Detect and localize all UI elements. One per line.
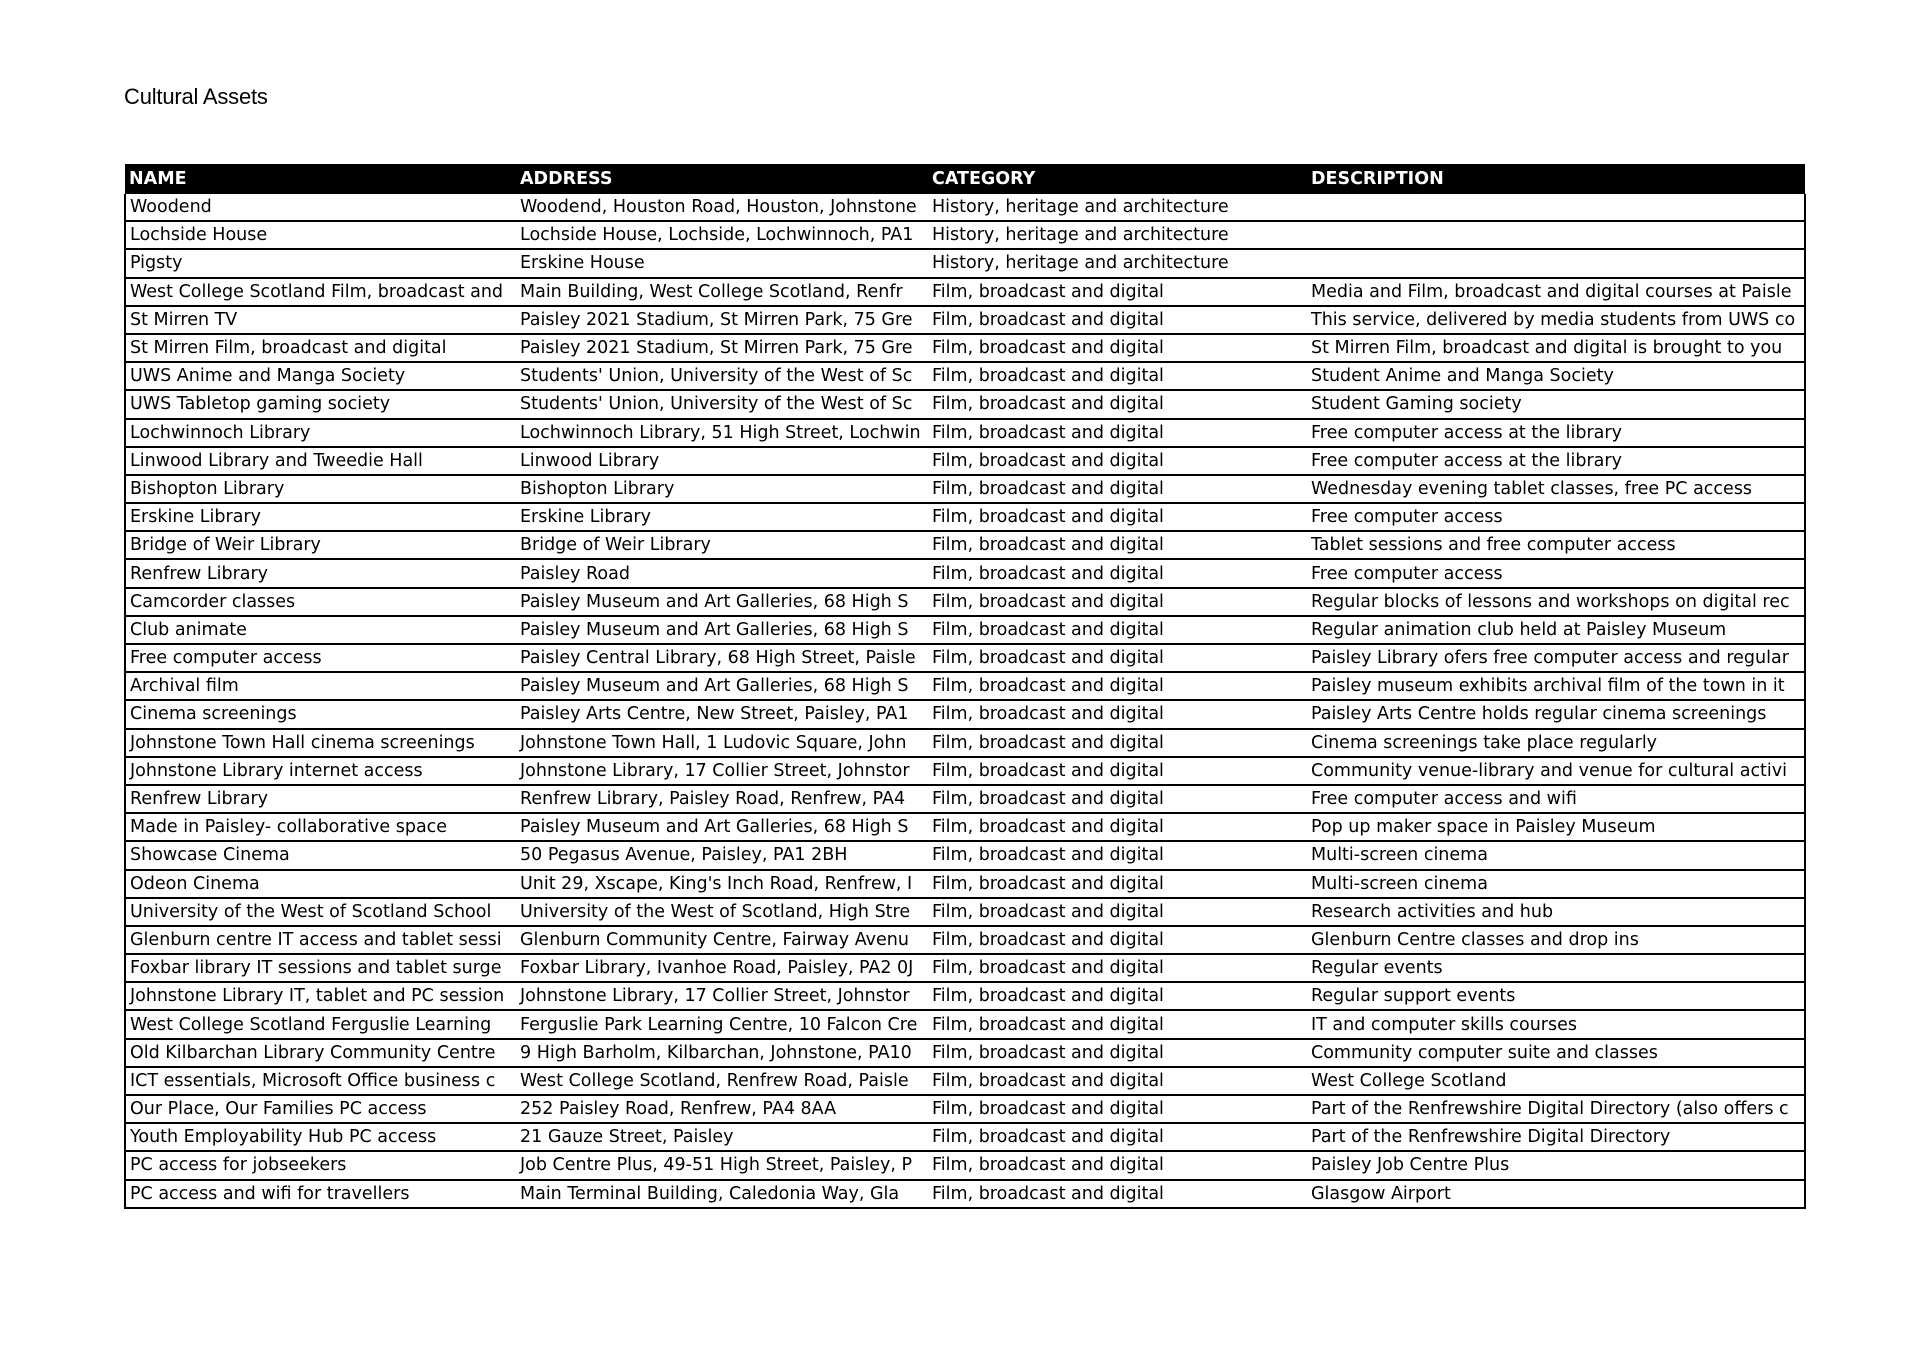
cell-name: Made in Paisley- collaborative space (125, 813, 516, 841)
cell-category: Film, broadcast and digital (928, 1180, 1307, 1208)
cell-category: Film, broadcast and digital (928, 1151, 1307, 1179)
table-row (125, 813, 1805, 841)
cell-name: St Mirren TV (125, 306, 516, 334)
cell-address: 50 Pegasus Avenue, Paisley, PA1 2BH (516, 841, 928, 869)
cell-name: ICT essentials, Microsoft Office business c (125, 1067, 516, 1095)
cell-category: History, heritage and architecture (928, 221, 1307, 249)
cell-address: Woodend, Houston Road, Houston, Johnstone (516, 194, 928, 221)
table-row (125, 700, 1805, 728)
table-row (125, 588, 1805, 616)
table-row (125, 194, 1805, 221)
column-header-category: CATEGORY (928, 164, 1307, 194)
cell-address: 252 Paisley Road, Renfrew, PA4 8AA (516, 1095, 928, 1123)
cell-description: St Mirren Film, broadcast and digital is brought to you (1307, 334, 1805, 362)
cell-description: Research activities and hub (1307, 898, 1805, 926)
table-row (125, 278, 1805, 306)
table-row (125, 221, 1805, 249)
cell-category: Film, broadcast and digital (928, 447, 1307, 475)
cell-description: Community venue-library and venue for cultural activi (1307, 757, 1805, 785)
cell-address: Johnstone Town Hall, 1 Ludovic Square, John (516, 729, 928, 757)
cell-category: Film, broadcast and digital (928, 503, 1307, 531)
cell-address: 9 High Barholm, Kilbarchan, Johnstone, PA10 (516, 1039, 928, 1067)
cell-description: Community computer suite and classes (1307, 1039, 1805, 1067)
cell-address: Bridge of Weir Library (516, 531, 928, 559)
cell-description: Part of the Renfrewshire Digital Directory (also offers c (1307, 1095, 1805, 1123)
cell-name: Pigsty (125, 249, 516, 277)
cell-category: Film, broadcast and digital (928, 616, 1307, 644)
cell-address: Renfrew Library, Paisley Road, Renfrew, PA4 (516, 785, 928, 813)
cell-name: West College Scotland Film, broadcast and (125, 278, 516, 306)
cell-name: Johnstone Library IT, tablet and PC session (125, 982, 516, 1010)
cell-category: Film, broadcast and digital (928, 334, 1307, 362)
cell-category: Film, broadcast and digital (928, 870, 1307, 898)
cell-category: Film, broadcast and digital (928, 278, 1307, 306)
cell-name: Free computer access (125, 644, 516, 672)
cell-address: Main Building, West College Scotland, Renfr (516, 278, 928, 306)
cell-address: West College Scotland, Renfrew Road, Paisle (516, 1067, 928, 1095)
table-row (125, 841, 1805, 869)
cell-description: Paisley Job Centre Plus (1307, 1151, 1805, 1179)
cell-name: Glenburn centre IT access and tablet sessi (125, 926, 516, 954)
cell-category: Film, broadcast and digital (928, 729, 1307, 757)
cell-description: Paisley museum exhibits archival film of the town in it (1307, 672, 1805, 700)
cell-address: Paisley Museum and Art Galleries, 68 High S (516, 813, 928, 841)
cell-name: St Mirren Film, broadcast and digital (125, 334, 516, 362)
cell-description: Part of the Renfrewshire Digital Directory (1307, 1123, 1805, 1151)
cell-name: Showcase Cinema (125, 841, 516, 869)
table-row (125, 926, 1805, 954)
table-row (125, 1067, 1805, 1095)
cell-description: Regular support events (1307, 982, 1805, 1010)
cell-description: Media and Film, broadcast and digital courses at Paisle (1307, 278, 1805, 306)
cell-address: Glenburn Community Centre, Fairway Avenu (516, 926, 928, 954)
cell-name: Renfrew Library (125, 785, 516, 813)
cell-category: Film, broadcast and digital (928, 757, 1307, 785)
cell-address: Ferguslie Park Learning Centre, 10 Falcon Cre (516, 1010, 928, 1038)
cell-address: Paisley Museum and Art Galleries, 68 High S (516, 616, 928, 644)
cell-name: Youth Employability Hub PC access (125, 1123, 516, 1151)
table-row (125, 306, 1805, 334)
table-row (125, 390, 1805, 418)
cell-address: Paisley 2021 Stadium, St Mirren Park, 75 Gre (516, 306, 928, 334)
cell-description: Cinema screenings take place regularly (1307, 729, 1805, 757)
cell-name: Foxbar library IT sessions and tablet surge (125, 954, 516, 982)
cell-category: Film, broadcast and digital (928, 841, 1307, 869)
cell-address: Lochside House, Lochside, Lochwinnoch, PA1 (516, 221, 928, 249)
cell-name: Bishopton Library (125, 475, 516, 503)
cell-category: Film, broadcast and digital (928, 390, 1307, 418)
table-row (125, 982, 1805, 1010)
cell-address: Job Centre Plus, 49-51 High Street, Paisley, P (516, 1151, 928, 1179)
cell-category: Film, broadcast and digital (928, 672, 1307, 700)
cell-description (1307, 221, 1805, 249)
cell-description: Wednesday evening tablet classes, free PC access (1307, 475, 1805, 503)
cell-description (1307, 249, 1805, 277)
table-row (125, 616, 1805, 644)
page-title: Cultural Assets (124, 84, 268, 109)
cell-name: PC access and wifi for travellers (125, 1180, 516, 1208)
column-header-description: DESCRIPTION (1307, 164, 1805, 194)
table-row (125, 672, 1805, 700)
cell-name: Camcorder classes (125, 588, 516, 616)
table-row (125, 334, 1805, 362)
cell-name: UWS Anime and Manga Society (125, 362, 516, 390)
cell-description: Glasgow Airport (1307, 1180, 1805, 1208)
cell-address: Linwood Library (516, 447, 928, 475)
table-row (125, 644, 1805, 672)
cell-description: Student Anime and Manga Society (1307, 362, 1805, 390)
cell-address: Paisley Museum and Art Galleries, 68 High S (516, 588, 928, 616)
cell-description: Student Gaming society (1307, 390, 1805, 418)
table-row (125, 1123, 1805, 1151)
cell-description (1307, 194, 1805, 221)
cultural-assets-table (124, 164, 1806, 1209)
cell-description: This service, delivered by media students from UWS co (1307, 306, 1805, 334)
cell-name: Cinema screenings (125, 700, 516, 728)
cell-name: Lochwinnoch Library (125, 419, 516, 447)
cell-description: Tablet sessions and free computer access (1307, 531, 1805, 559)
table-row (125, 898, 1805, 926)
cell-address: Paisley Road (516, 559, 928, 587)
cell-address: Erskine House (516, 249, 928, 277)
cell-address: Foxbar Library, Ivanhoe Road, Paisley, PA2 0J (516, 954, 928, 982)
cell-category: Film, broadcast and digital (928, 588, 1307, 616)
cell-name: Our Place, Our Families PC access (125, 1095, 516, 1123)
table-row (125, 870, 1805, 898)
cell-description: Paisley Library ofers free computer access and regular (1307, 644, 1805, 672)
cell-name: PC access for jobseekers (125, 1151, 516, 1179)
cell-category: Film, broadcast and digital (928, 700, 1307, 728)
cell-category: Film, broadcast and digital (928, 785, 1307, 813)
cell-description: Pop up maker space in Paisley Museum (1307, 813, 1805, 841)
cell-address: Paisley Museum and Art Galleries, 68 High S (516, 672, 928, 700)
cell-description: Multi-screen cinema (1307, 841, 1805, 869)
cell-category: Film, broadcast and digital (928, 559, 1307, 587)
cell-category: Film, broadcast and digital (928, 813, 1307, 841)
cell-name: West College Scotland Ferguslie Learning (125, 1010, 516, 1038)
cell-description: Free computer access at the library (1307, 419, 1805, 447)
cell-category: Film, broadcast and digital (928, 982, 1307, 1010)
cell-category: History, heritage and architecture (928, 249, 1307, 277)
cell-name: Archival film (125, 672, 516, 700)
cell-address: 21 Gauze Street, Paisley (516, 1123, 928, 1151)
cell-category: Film, broadcast and digital (928, 1067, 1307, 1095)
table-row (125, 447, 1805, 475)
cell-name: Old Kilbarchan Library Community Centre (125, 1039, 516, 1067)
cell-category: Film, broadcast and digital (928, 475, 1307, 503)
table-row (125, 531, 1805, 559)
cell-address: Johnstone Library, 17 Collier Street, Johnstor (516, 757, 928, 785)
cell-category: Film, broadcast and digital (928, 1039, 1307, 1067)
header-row (125, 164, 1805, 194)
cell-address: Johnstone Library, 17 Collier Street, Johnstor (516, 982, 928, 1010)
cell-name: Linwood Library and Tweedie Hall (125, 447, 516, 475)
cell-address: Main Terminal Building, Caledonia Way, Gla (516, 1180, 928, 1208)
cell-name: University of the West of Scotland School (125, 898, 516, 926)
cell-category: Film, broadcast and digital (928, 419, 1307, 447)
table-row (125, 475, 1805, 503)
cell-description: Free computer access at the library (1307, 447, 1805, 475)
cell-name: Woodend (125, 194, 516, 221)
cell-category: Film, broadcast and digital (928, 926, 1307, 954)
table-row (125, 1151, 1805, 1179)
cell-category: Film, broadcast and digital (928, 1095, 1307, 1123)
cell-name: Club animate (125, 616, 516, 644)
cell-category: History, heritage and architecture (928, 194, 1307, 221)
cell-description: Free computer access (1307, 503, 1805, 531)
cell-description: Free computer access (1307, 559, 1805, 587)
cell-name: Odeon Cinema (125, 870, 516, 898)
cell-category: Film, broadcast and digital (928, 954, 1307, 982)
cell-address: Paisley 2021 Stadium, St Mirren Park, 75 Gre (516, 334, 928, 362)
cell-name: Erskine Library (125, 503, 516, 531)
cell-address: Students' Union, University of the West of Sc (516, 390, 928, 418)
cell-category: Film, broadcast and digital (928, 306, 1307, 334)
column-header-name: NAME (125, 164, 516, 194)
cell-category: Film, broadcast and digital (928, 898, 1307, 926)
table-row (125, 419, 1805, 447)
cell-address: Lochwinnoch Library, 51 High Street, Lochwin (516, 419, 928, 447)
cell-description: Regular blocks of lessons and workshops on digital rec (1307, 588, 1805, 616)
cell-description: Multi-screen cinema (1307, 870, 1805, 898)
table-row (125, 1039, 1805, 1067)
cell-address: Students' Union, University of the West of Sc (516, 362, 928, 390)
table-row (125, 1010, 1805, 1038)
cell-description: Regular events (1307, 954, 1805, 982)
cell-name: Johnstone Library internet access (125, 757, 516, 785)
cell-description: Paisley Arts Centre holds regular cinema screenings (1307, 700, 1805, 728)
table-row (125, 362, 1805, 390)
cell-address: Bishopton Library (516, 475, 928, 503)
table-row (125, 785, 1805, 813)
table-row (125, 1095, 1805, 1123)
cell-description: Glenburn Centre classes and drop ins (1307, 926, 1805, 954)
column-header-address: ADDRESS (516, 164, 928, 194)
cell-name: Lochside House (125, 221, 516, 249)
cell-name: Renfrew Library (125, 559, 516, 587)
cell-description: West College Scotland (1307, 1067, 1805, 1095)
cell-name: Johnstone Town Hall cinema screenings (125, 729, 516, 757)
table-body (125, 194, 1805, 1208)
cell-address: University of the West of Scotland, High Stre (516, 898, 928, 926)
table-row (125, 503, 1805, 531)
cell-name: UWS Tabletop gaming society (125, 390, 516, 418)
cell-address: Paisley Arts Centre, New Street, Paisley, PA1 (516, 700, 928, 728)
cell-description: Free computer access and wifi (1307, 785, 1805, 813)
table-row (125, 954, 1805, 982)
cell-name: Bridge of Weir Library (125, 531, 516, 559)
table-row (125, 1180, 1805, 1208)
cell-category: Film, broadcast and digital (928, 1010, 1307, 1038)
cell-address: Paisley Central Library, 68 High Street, Paisle (516, 644, 928, 672)
cell-category: Film, broadcast and digital (928, 644, 1307, 672)
cell-address: Unit 29, Xscape, King's Inch Road, Renfrew, I (516, 870, 928, 898)
cell-category: Film, broadcast and digital (928, 531, 1307, 559)
cell-description: IT and computer skills courses (1307, 1010, 1805, 1038)
cell-category: Film, broadcast and digital (928, 1123, 1307, 1151)
table-row (125, 559, 1805, 587)
table-row (125, 729, 1805, 757)
cell-category: Film, broadcast and digital (928, 362, 1307, 390)
cell-address: Erskine Library (516, 503, 928, 531)
table-row (125, 757, 1805, 785)
table-row (125, 249, 1805, 277)
cell-description: Regular animation club held at Paisley Museum (1307, 616, 1805, 644)
